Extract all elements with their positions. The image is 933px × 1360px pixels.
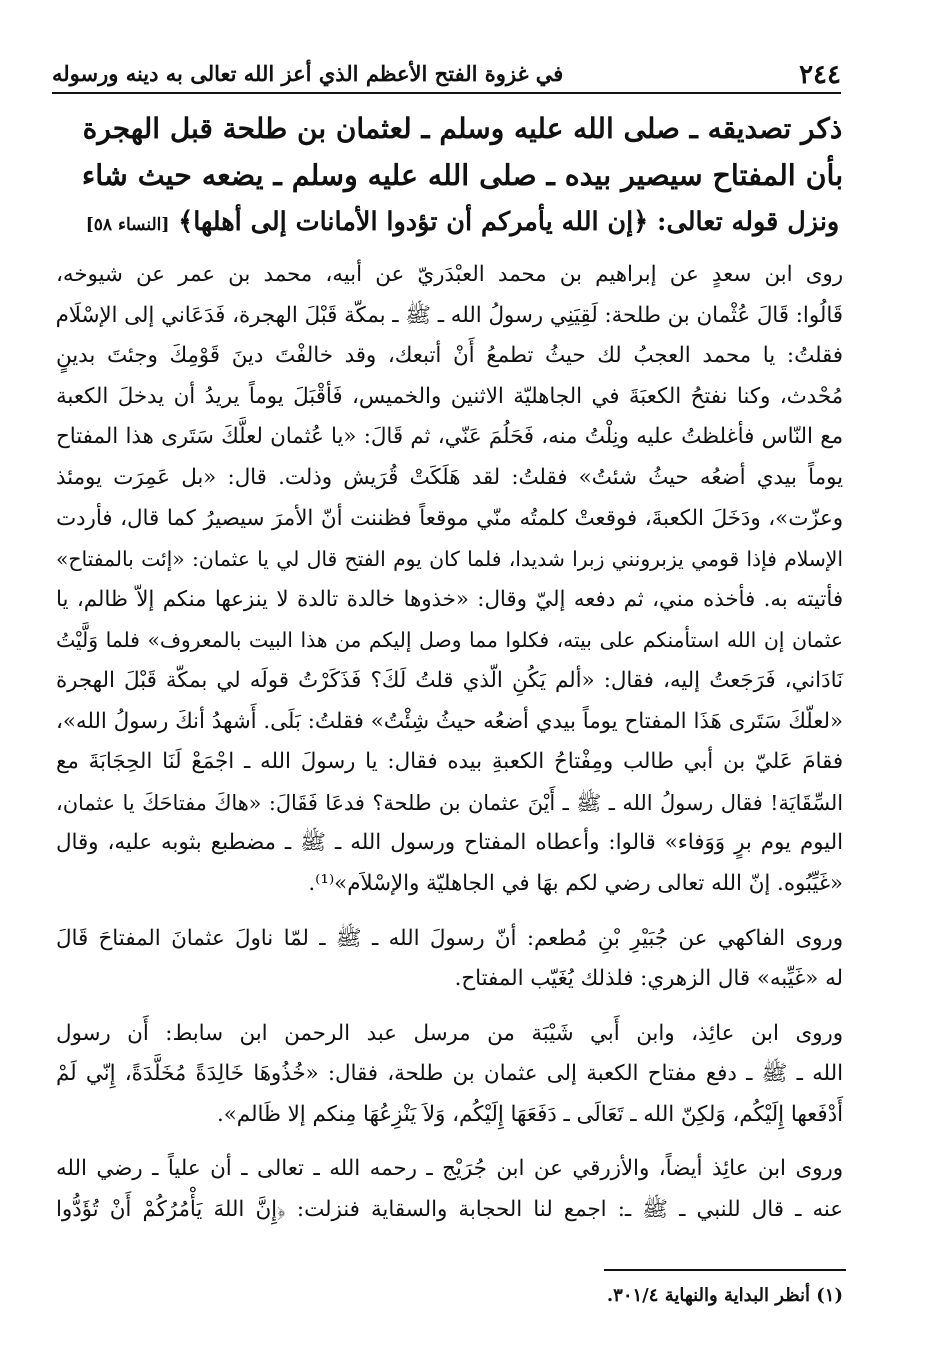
text-line: نَادَاني، فَرَجَعتُ إليه، فقال: «ألم يَكُنِ الّذي قلتُ لَكَ؟ فَذَكَرْتُ قولَه لي بمكّة قَبْلَ الهجرة <box>56 667 843 693</box>
text-line: فأتيته به. فأخذه مني، ثم دفعه إليّ وقال: «خذوها خالدة تالدة لا ينزعها منكم إلاّ ظالم، يا <box>56 586 843 612</box>
paragraph <box>56 1149 843 1230</box>
footnote: (١) أنظر البداية والنهاية ٣٠١/٤. <box>606 1285 843 1306</box>
text-line: اليوم يوم برٍ وَوَفاء» قالوا: وأعطاه المفتاح ورسول الله ـ ﷺ ـ مضطبع بثوبه عليه، وقال <box>56 830 843 856</box>
paragraph-gap <box>56 905 843 919</box>
paragraph <box>56 1014 843 1136</box>
text-line: السِّقَايَة! فقال رسولُ الله ـ ﷺ ـ أَيْنَ عثمان بن طلحة؟ فدعَا فَقَالَ: «هاكَ مفتاحَكَ يا عثمان، <box>56 790 843 815</box>
body-text <box>56 255 843 1231</box>
running-head <box>52 52 841 94</box>
page-number: ٢٤٤ <box>799 60 841 90</box>
heading-line-text: ونزل قوله تعالى: ﴿إن الله يأمركم أن تؤدوا الأمانات إلى أهلها﴾ <box>178 207 840 237</box>
text-line: وروى ابن عائِذ أيضاً، والأزرقي عن ابن جُرَيْج ـ رحمه الله ـ تعالى ـ أن علياً ـ رضي الله <box>56 1156 843 1182</box>
quran-citation: [النساء ٥٨] <box>85 215 170 235</box>
running-title: في غزوة الفتح الأعظم الذي أعز الله تعالى به دينه ورسوله <box>52 61 564 86</box>
text-line: فقلتُ: يا محمد العجبُ لك حيثُ تطمعُ أَنْ أتبعك، وقد خالفْتَ دينَ قَوْمِكَ وجئتَ بدينٍ <box>56 343 843 369</box>
heading-line <box>80 199 845 249</box>
text-line: له «غَيِّبه» قال الزهري: فلذلك يُغَيّب المفتاح. <box>454 966 843 992</box>
text-line: وروى ابن عائِذ، وابن أَبي شَيْبَة من مرسل عبد الرحمن ابن سابط: أَن رسول <box>56 1020 843 1046</box>
text-line: «غَيِّبُوه. إنّ الله تعالى رضي لكم بهَا في الجاهليّة والإسْلاَم»⁽¹⁾. <box>308 870 843 896</box>
text-line: عثمان إن الله استأمنكم على بيته، فكلوا مما وصل إليكم من هذا البيت بالمعروف» فلما وَلَّيْتُ <box>56 628 843 653</box>
text-line: «لعلّكَ سَتَرى هَذَا المفتاح يوماً بيدي أضعُه حيثُ شِئْتُ» فقلتُ: بَلَى. أَشهدُ أنكَ رسولُ الله»، <box>56 708 843 734</box>
paragraph-gap <box>56 1000 843 1014</box>
footnote-divider <box>604 1269 846 1271</box>
paragraph-gap <box>56 1135 843 1149</box>
text-line: وعزّت»، ودَخَلَ الكعبةَ، فوقعتْ كلمتُه منّي موقعاً فظننت أنّ الأمرَ سيصيرُ كما قال، فأردت <box>56 505 843 531</box>
text-line: فقامَ عَليّ بن أبي طالب ومِفْتاحُ الكعبةِ بيده فقال: يا رسولَ الله ـ اجْمَعْ لَنَا الحِجَابَةَ مع <box>56 749 843 775</box>
text-line: قَالُوا: قَالَ عُثْمان بن طلحة: لَقِيَنِي رسولُ الله ـ ﷺ ـ بمكّة قَبْلَ الهجرة، فَدَعَاني إلى الإسْلَام <box>55 302 843 328</box>
text-line: أَدْفَعها إِلَيْكُم، وَلكِنّ الله ـ تَعَالَى ـ دَفَعَهَا إِلَيْكُم، وَلاَ يَنْزِعُهَا مِنكم إلا ظَالم». <box>216 1101 843 1127</box>
paragraph <box>56 919 843 1000</box>
text-line: روى ابن سعدٍ عن إبراهيم بن محمد العبْدَريّ عن أبيه، محمد بن عمر عن شيوخه، <box>56 262 843 287</box>
paragraph <box>56 255 843 905</box>
text-line: يوماً بيدي أضعُه حيثُ شئتُ» فقلتُ: لقد هَلَكَتْ قُرَيش وذلت. قال: «بل عَمِرَت يومئذ <box>56 464 843 490</box>
text-line: مُحْدث، وكنا نفتحُ الكعبَةَ في الجاهليّة الاثنين والخميس، فَأقْبَلَ يوماً يريدُ أن يدخلَ الكعبة <box>56 383 843 409</box>
text-line: الإسلام فإذا قومي يزبرونني زبرا شديدا، فلما كان يوم الفتح قال لي يا عثمان: «إئت بالمفتاح» <box>56 547 843 572</box>
heading-line: ذكر تصديقه ـ صلى الله عليه وسلم ـ لعثمان بن طلحة قبل الهجرة <box>82 112 843 145</box>
heading-line: بأن المفتاح سيصير بيده ـ صلى الله عليه وسلم ـ يضعه حيث شاء <box>81 158 844 192</box>
text-line: الله ـ ﷺ ـ دفع مفتاح الكعبة إلى عثمان بن طلحة، فقال: «خُذُوهَا خَالِدَةً مُخَلَّدَةً، إِنّي لَمْ <box>56 1061 843 1087</box>
text-line: مع النّاس فأغلظتُ عليه ونِلْتُ منه، فَحَلُمَ عَنّي، ثم قَالَ: «يا عُثمان لعلَّكَ سَتَرى هذا المفتاح <box>56 424 843 450</box>
text-line: عنه ـ قال للنبي ـ ﷺ ـ: اجمع لنا الحجابة والسقاية فنزلت: ﴿إِنَّ اللهَ يَأْمُرُكُمْ أَنْ تُؤَدُّوا <box>56 1197 843 1223</box>
text-line: وروى الفاكهي عن جُبَيْرِ بْنِ مُطعم: أنّ رسولَ الله ـ ﷺ ـ لمّا ناولَ عثمانَ المفتاحَ قَالَ <box>56 925 843 951</box>
section-heading <box>80 105 845 249</box>
